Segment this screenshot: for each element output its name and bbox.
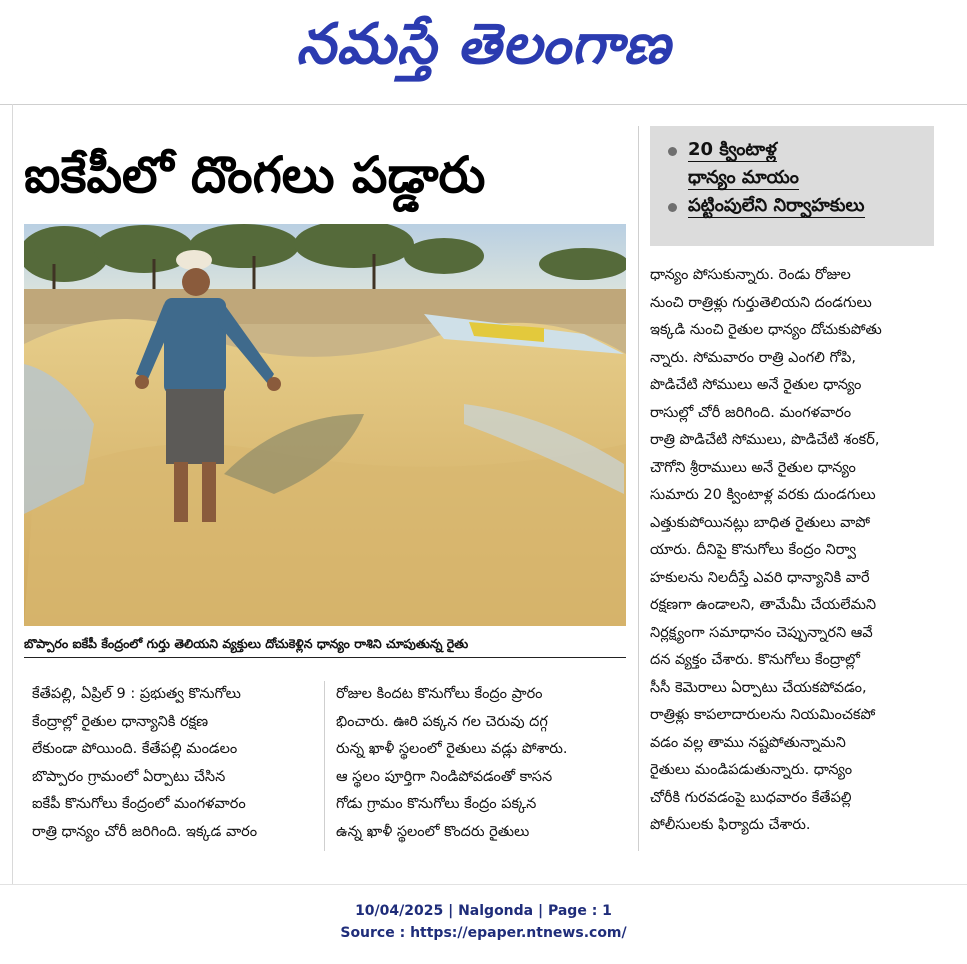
bullet-icon: [668, 147, 677, 156]
text-line: రాసుల్లో చోరీ జరిగింది. మంగళవారం: [650, 404, 852, 421]
text-line: లేకుండా పోయింది. కేతేపల్లి మండలం: [32, 741, 238, 757]
text-line: వడం వల్ల తాము నష్టపోతున్నామని: [650, 734, 846, 751]
text-line: పోలీసులకు ఫిర్యాదు చేశారు.: [650, 817, 811, 833]
text-line: కేంద్రాల్లో రైతుల ధాన్యానికి రక్షణ: [32, 713, 209, 730]
text-line: పొడిచేటి సోములు అనే రైతుల ధాన్యం: [650, 377, 862, 393]
highlight-item: [668, 192, 922, 220]
masthead-divider: [0, 104, 967, 105]
text-line: సీసీ కెమెరాలు ఏర్పాటు చేయకపోవడం,: [650, 679, 867, 696]
text-line: సుమారు 20 క్వింటాళ్ల వరకు దుండగులు: [650, 487, 876, 503]
text-line: భించారు. ఊరి పక్కన గల చెరువు దగ్గ: [336, 713, 548, 730]
photo-caption: బొప్పారం ఐకేపీ కేంద్రంలో గుర్తు తెలియని వ్యక్తులు దోచుకెళ్లిన ధాన్యం రాశిని చూపుతున్న రైతు: [24, 631, 626, 658]
article-column-1: [32, 681, 314, 846]
edition-info: 10/04/2025 | Nalgonda | Page : 1: [355, 903, 612, 919]
highlights-box: [650, 126, 934, 246]
text-line: బొప్పారం గ్రామంలో ఏర్పాటు చేసిన: [32, 768, 226, 785]
article-column-2: [336, 681, 626, 846]
text-line: కేతేపల్లి, ఏప్రిల్ 9 : ప్రభుత్వ కొనుగోలు: [32, 686, 241, 702]
highlight-item: [668, 136, 922, 192]
article-photo: [24, 224, 626, 626]
text-line: చోరీకి గురవడంపై బుధవారం కేతేపల్లి: [650, 789, 852, 806]
source-link[interactable]: Source : https://epaper.ntnews.com/: [340, 925, 627, 941]
text-line: నిర్లక్ష్యంగా సమాధానం చెప్పున్నారని ఆవే: [650, 624, 873, 641]
article-column-3: [650, 262, 934, 840]
page-left-border: [12, 104, 13, 884]
text-line: రాత్రిళ్లు కాపలాదారులను నియమించకపో: [650, 707, 876, 723]
highlight-line: 20 క్వింటాళ్ల: [688, 139, 777, 160]
text-line: రక్షణగా ఉండాలని, తామేమీ చేయలేమని: [650, 597, 877, 613]
newspaper-masthead: నమస్తే తెలంగాణ: [296, 11, 671, 77]
text-line: ఐకేపీ కొనుగోలు కేంద్రంలో మంగళవారం: [32, 796, 246, 812]
text-line: చౌగోని శ్రీరాములు అనే రైతుల ధాన్యం: [650, 459, 856, 476]
text-line: రున్న ఖాళీ స్థలంలో రైతులు వడ్లు పోశారు.: [336, 741, 568, 757]
bullet-icon: [668, 203, 677, 212]
text-line: ఎత్తుకుపోయినట్లు బాధిత రైతులు వాపో: [650, 514, 871, 531]
text-line: దన వ్యక్తం చేశారు. కొనుగోలు కేంద్రాల్లో: [650, 652, 860, 668]
text-line: రాత్రి ధాన్యం చోరీ జరిగింది. ఇక్కడ వారం: [32, 823, 258, 840]
text-line: రైతులు మండిపడుతున్నారు. ధాన్యం: [650, 762, 853, 778]
column-divider: [324, 681, 325, 851]
text-line: ఇక్కడి నుంచి రైతుల ధాన్యం దోచుకుపోతు: [650, 322, 882, 338]
text-line: రాత్రి పొడిచేటి సోములు, పొడిచేటి శంకర్,: [650, 432, 880, 448]
text-line: ధాన్యం పోసుకున్నారు. రెండు రోజుల: [650, 267, 851, 283]
page-bottom-border: [0, 884, 967, 885]
text-line: రోజుల కిందట కొనుగోలు కేంద్రం ప్రారం: [336, 686, 543, 702]
text-line: ఉన్న ఖాళీ స్థలంలో కొందరు రైతులు: [336, 823, 530, 840]
page-footer: [0, 900, 967, 944]
column-divider: [638, 126, 639, 851]
text-line: గోడు గ్రామం కొనుగోలు కేంద్రం పక్కన: [336, 796, 537, 812]
text-line: నుంచి రాత్రిళ్లు గుర్తుతెలియని దండగులు: [650, 294, 872, 311]
text-line: ఆ స్థలం పూర్తిగా నిండిపోవడంతో కాసన: [336, 768, 553, 785]
text-line: హకులను నిలదీస్తే ఎవరి ధాన్యానికి వారే: [650, 569, 870, 586]
highlight-line: ధాన్యం మాయం: [688, 167, 799, 188]
highlight-line: పట్టింపులేని నిర్వాహకులు: [688, 195, 865, 216]
article-headline: ఐకేపీలో దొంగలు పడ్డారు: [24, 146, 486, 204]
text-line: యారు. దీనిపై కొనుగోలు కేంద్రం నిర్వా: [650, 542, 856, 558]
text-line: న్నారు. సోమవారం రాత్రి ఎంగలి గోపి,: [650, 349, 856, 366]
